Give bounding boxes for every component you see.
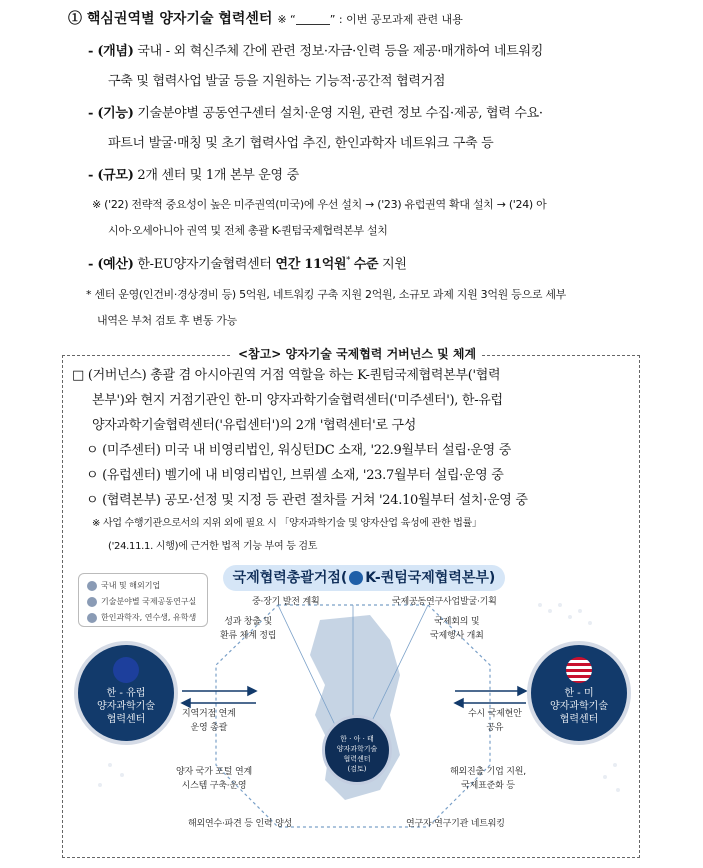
governance-line2: 본부')와 현지 거점기관인 한-미 양자과학기술협력센터('미주센터'), 한-유럽 [92, 393, 503, 408]
bullet-concept-line1: - (개념) 국내 - 외 혁신주체 간에 관련 정보·자금·인력 등을 제공·매개하여 네트워킹 [88, 44, 543, 59]
section-heading [68, 8, 463, 28]
scale-note-line1: ※ ('22) 전략적 중요성이 높은 미주권역(미국)에 우선 설치 → ('23) 유럽권역 확대 설치 → ('24) 아 [92, 198, 547, 211]
label-training: 해외연수·파견 등 인력 양성 [188, 819, 293, 829]
heading-note: ※ “ ” : 이번 공모과제 관련 내용 [277, 13, 463, 26]
section-title: 핵심권역별 양자기술 협력센터 [86, 11, 273, 27]
us-flag-icon [566, 657, 592, 683]
governance-line3: 양자과학기술협력센터('유럽센터')의 2개 '협력센터'로 구성 [92, 418, 417, 433]
bullet-function-line1: - (기능) 기술분야별 공동연구센터 설치·운영 지원, 관련 정보 수집·제공, 협력 수요· [88, 106, 543, 121]
globe-icon [87, 597, 97, 607]
diagram-title: 국제협력총괄거점( K-퀀텀국제협력본부) [223, 565, 505, 591]
building-icon [87, 581, 97, 591]
label-overseas-support: 해외진출 기업 지원, 국제표준화 등 [450, 767, 526, 791]
legend-item-companies: 국내 및 해외기업 [87, 580, 160, 591]
governance-line1: □ (거버넌스) 총괄 겸 아시아권역 거점 역할을 하는 K-퀀텀국제협력본부('협력 [72, 368, 501, 383]
spoke-lines [278, 605, 428, 725]
section-number: ① [68, 11, 82, 27]
legend-item-labs: 기술분야별 국제공동연구실 [87, 596, 196, 607]
reference-title: <참고> 양자기술 국제협력 거버넌스 및 체계 [232, 345, 482, 362]
k-quantum-logo-icon [349, 571, 363, 585]
label-joint-research: 국제공동연구사업발굴·기획 [392, 597, 497, 607]
cooperation-diagram [70, 565, 635, 850]
eu-center-circle: 한 - 유럽 양자과학기술 협력센터 [74, 641, 178, 745]
law-note-line1: ※ 사업 수행기관으로서의 지위 외에 필요 시 「양자과학기술 및 양자산업 육성에 관한 법률」 [92, 518, 482, 529]
diagram-legend [78, 573, 208, 627]
item-eu-center: ㅇ (유럽센터) 벨기에 내 비영리법인, 브뤼셀 소재, '23.7월부터 설립·운영 중 [86, 468, 504, 483]
budget-note-line1: * 센터 운영(인건비·경상경비 등) 5억원, 네트워킹 구축 지원 2억원, 소규모 과제 지원 3억원 등으로 세부 [86, 288, 567, 301]
bullet-function-line2: 파트너 발굴·매칭 및 초기 협력사업 추진, 한인과학자 네트워크 구축 등 [108, 136, 494, 151]
label-networking: 연구자·연구기관 네트워킹 [406, 819, 505, 829]
item-hq: ㅇ (협력본부) 공모·선정 및 지정 등 관련 절차를 거쳐 '24.10월부터 설치·운영 중 [86, 493, 528, 508]
label-issue-sharing: 수시 국제현안 공유 [468, 709, 522, 733]
label-conferences: 국제회의 및 국제행사 개최 [430, 617, 484, 641]
label-portal-system: 양자 국가 포털 연계 시스템 구축·운영 [176, 767, 252, 791]
eu-flag-icon [113, 657, 139, 683]
label-regional-hub: 지역거점 연계 운영 총괄 [182, 709, 236, 733]
budget-note-line2: 내역은 부처 검토 후 변동 가능 [97, 314, 237, 327]
label-long-term-plan: 중·장기 발전 계획 [252, 597, 320, 607]
bullet-concept-line2: 구축 및 협력사업 발굴 등을 지원하는 기능적·공간적 협력거점 [108, 74, 446, 89]
law-note-line2: ('24.11.1. 시행)에 근거한 법적 기능 부여 등 검토 [108, 541, 318, 552]
legend-item-people: 한인과학자, 연수생, 유학생 [87, 612, 196, 623]
asia-pacific-center: 한 · 아 · 태 양자과학기술 협력센터 (검토) [322, 715, 392, 785]
item-us-center: ㅇ (미주센터) 미국 내 비영리법인, 워싱턴DC 소재, '22.9월부터 설립·운영 중 [86, 443, 512, 458]
label-performance: 성과 창출 및 환류 체계 정립 [220, 617, 277, 641]
people-icon [87, 613, 97, 623]
us-center-circle: 한 - 미 양자과학기술 협력센터 [527, 641, 631, 745]
blank-marker [296, 15, 330, 25]
bullet-budget: - (예산) 한-EU양자기술협력센터 연간 11억원* 수준 지원 [88, 255, 407, 272]
bullet-scale: - (규모) 2개 센터 및 1개 본부 운영 중 [88, 168, 299, 183]
scale-note-line2: 시아·오세아니아 권역 및 전체 총괄 K-퀀텀국제협력본부 설치 [108, 224, 388, 237]
